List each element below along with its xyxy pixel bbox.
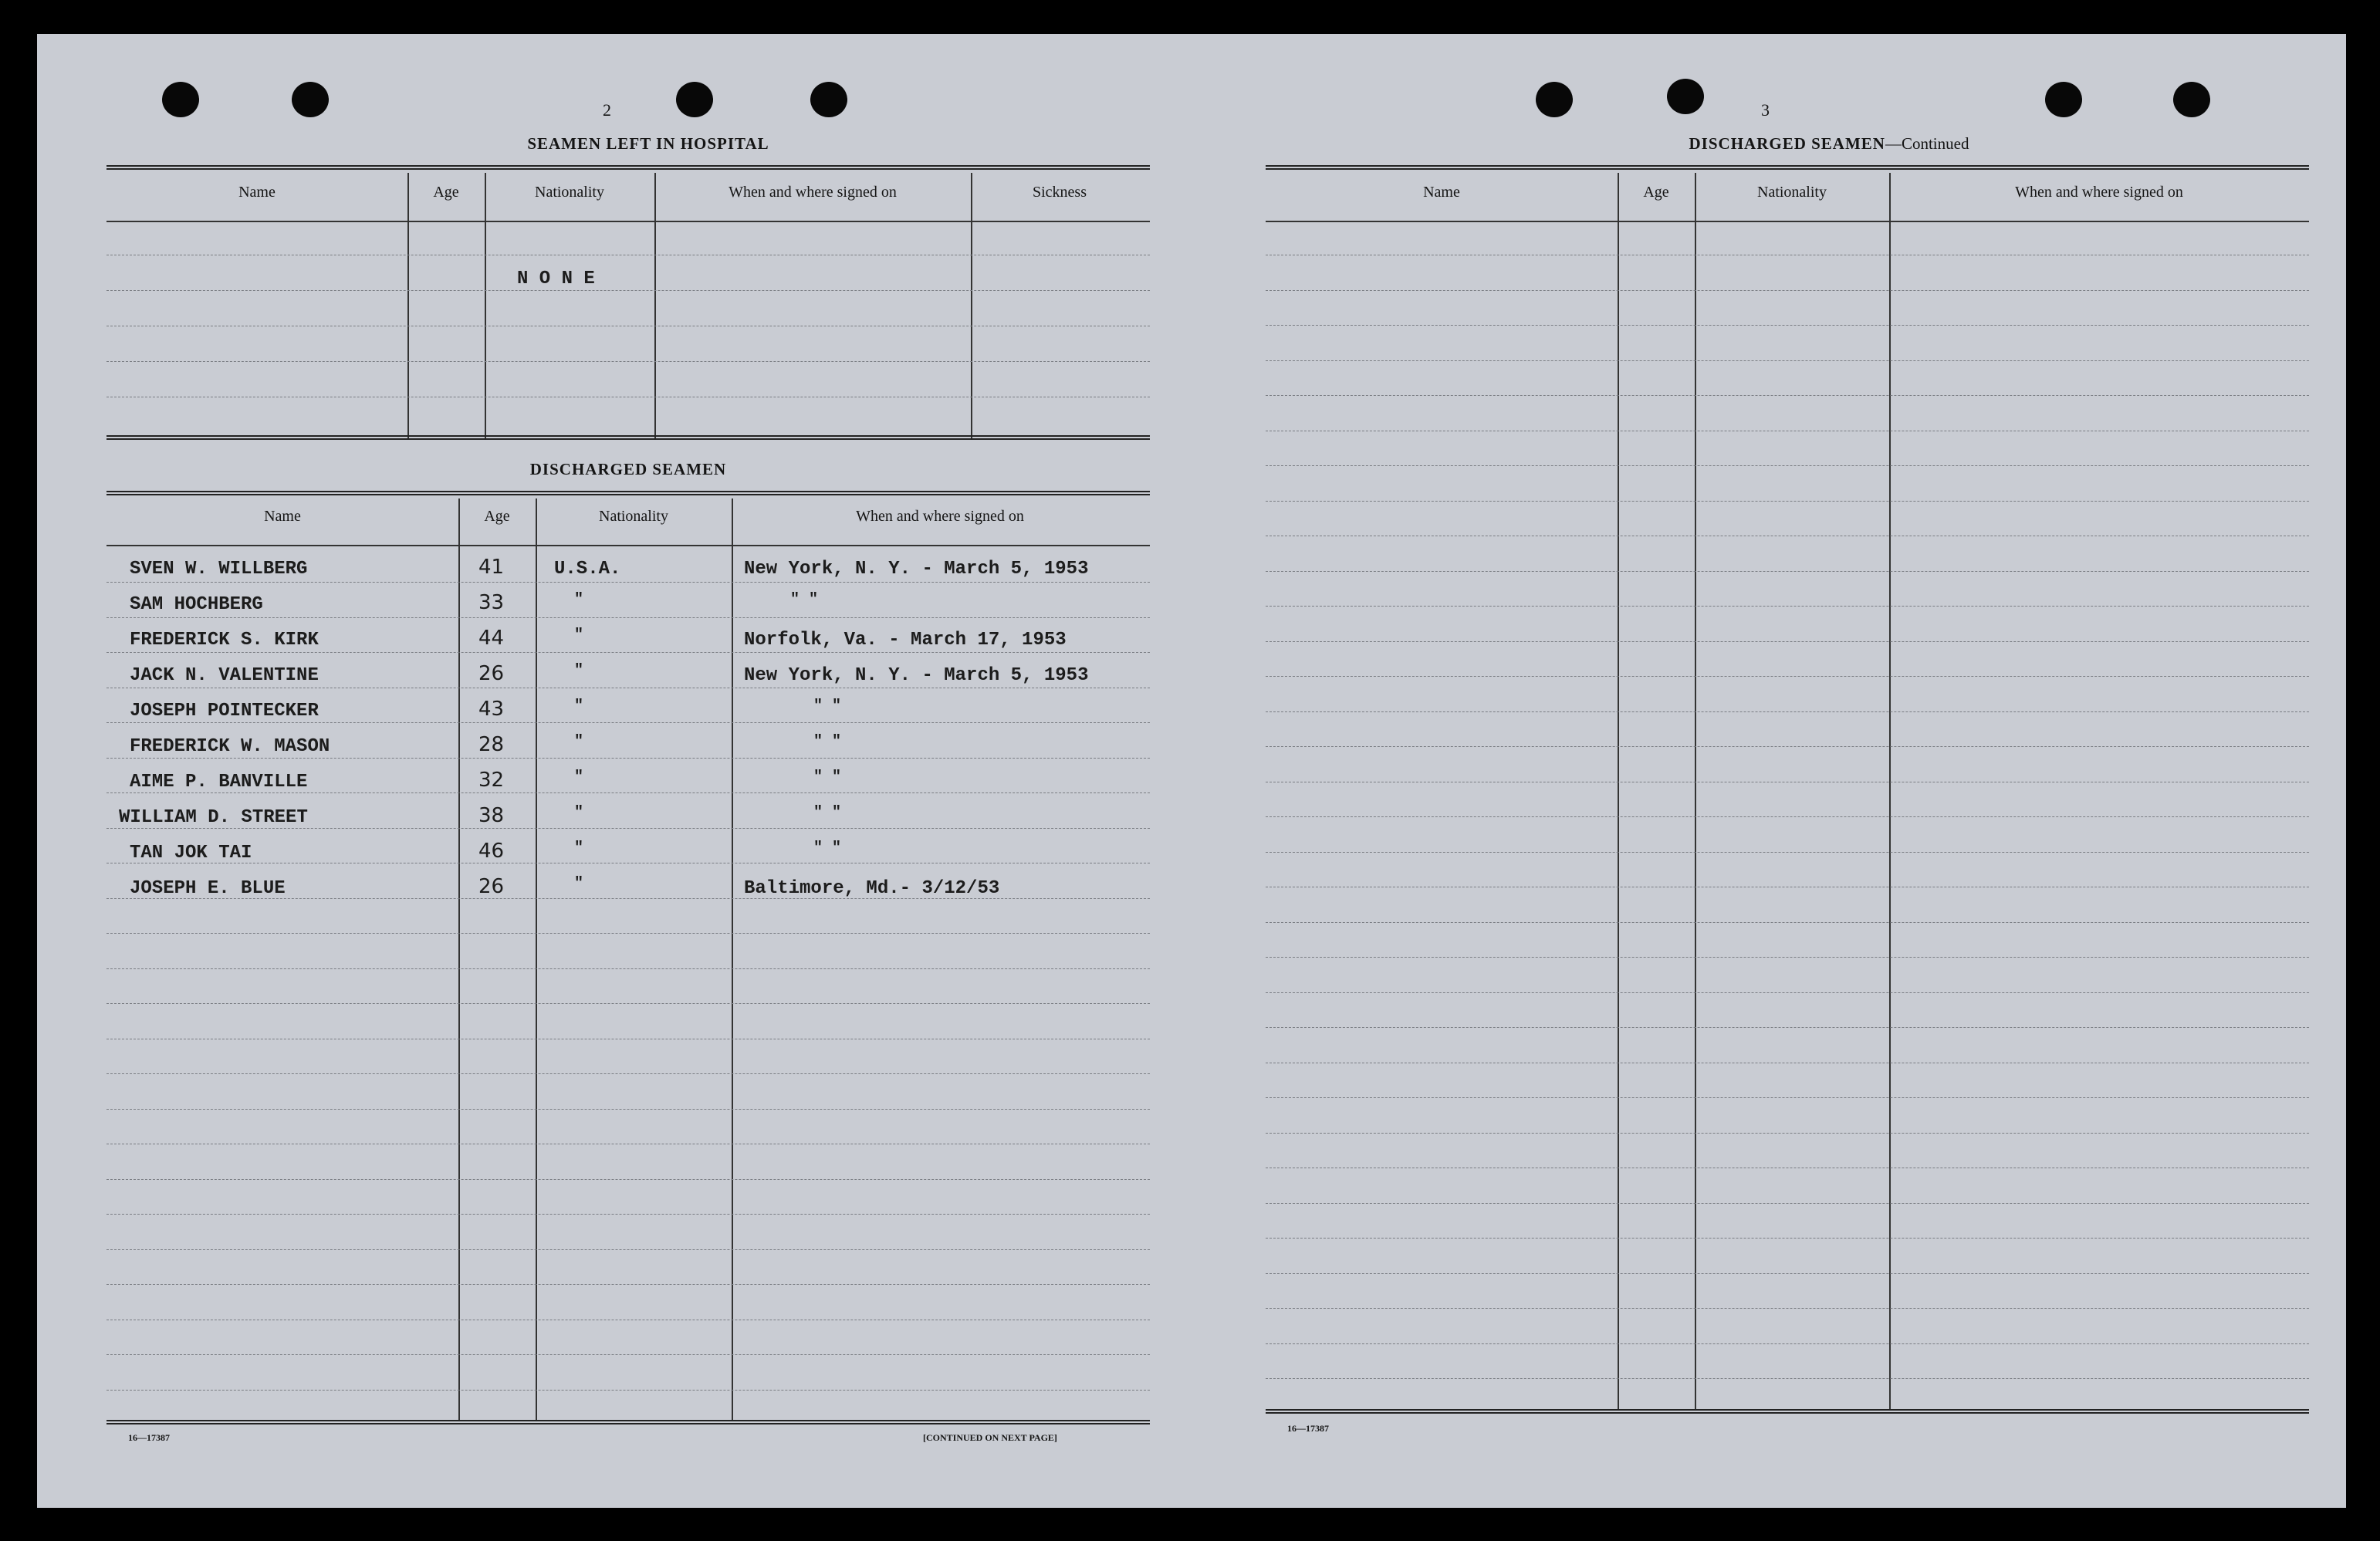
seaman-name: JACK N. VALENTINE [130,665,319,686]
table-row-line [106,361,1150,362]
col-header-age: Age [484,508,510,525]
punch-hole-icon [292,82,329,117]
table-row-line [106,1109,1150,1110]
seaman-age: 41 [478,556,505,579]
seaman-age: 44 [478,627,505,650]
col-header-sickness: Sickness [1033,184,1087,201]
hospital-section-title: SEAMEN LEFT IN HOSPITAL [527,134,769,153]
seaman-name: AIME P. BANVILLE [130,772,308,792]
seaman-signed-on: New York, N. Y. - March 5, 1953 [744,665,1089,686]
col-divider [732,498,733,1421]
table-row-line [106,582,1150,583]
col-header-nationality: Nationality [599,508,668,525]
table-row-line [106,652,1150,653]
col-header-name: Name [1423,184,1460,201]
seaman-age: 38 [478,804,505,827]
col-divider [1618,173,1619,1411]
seaman-age: 43 [478,698,505,721]
table-row-line [106,758,1150,759]
seaman-nationality: " [574,662,584,680]
punch-hole-icon [2173,82,2210,117]
seaman-signed-on: " " [813,804,842,822]
header-underline [106,545,1150,546]
punch-hole-icon [162,82,199,117]
col-divider [458,498,460,1421]
form-sheet [37,34,2346,1508]
table-row-line [1266,1027,2309,1028]
seaman-signed-on: Norfolk, Va. - March 17, 1953 [744,630,1067,651]
table-row-line [106,792,1150,793]
seaman-nationality: U.S.A. [554,559,621,580]
table-row-line [1266,641,2309,642]
seaman-nationality: " [574,627,584,644]
seaman-signed-on: Baltimore, Md.- 3/12/53 [744,878,1000,899]
table-row-line [1266,325,2309,326]
seaman-age: 46 [478,840,505,863]
table-row-line [106,722,1150,723]
col-divider [1889,173,1891,1411]
rule [106,491,1150,495]
table-row-line [106,617,1150,618]
table-row-line [1266,606,2309,607]
table-row-line [1266,1273,2309,1274]
table-row-line [1266,1378,2309,1379]
table-row-line [106,968,1150,969]
table-row-line [106,1249,1150,1250]
table-row-line [1266,360,2309,361]
table-row-line [1266,711,2309,712]
col-header-nationality: Nationality [535,184,604,201]
seaman-nationality: " [574,804,584,822]
seaman-name: TAN JOK TAI [130,843,252,863]
table-row-line [106,1073,1150,1074]
punch-hole-icon [1536,82,1573,117]
table-row-line [106,933,1150,934]
table-row-line [1266,1238,2309,1239]
table-row-line [1266,290,2309,291]
table-row-line [106,1003,1150,1004]
rule [1266,1409,2309,1414]
table-row-line [106,1284,1150,1285]
discharged-section-title: DISCHARGED SEAMEN [529,460,727,478]
seaman-name: JOSEPH E. BLUE [130,878,286,899]
col-divider [971,173,972,438]
table-row-line [106,290,1150,291]
seaman-signed-on: " " [813,840,842,857]
col-divider [1695,173,1696,1411]
table-row-line [1266,501,2309,502]
table-row-line [1266,1133,2309,1134]
seaman-name: JOSEPH POINTECKER [130,701,319,721]
seaman-name: FREDERICK W. MASON [130,736,330,757]
col-header-age: Age [1643,184,1669,201]
table-row-line [1266,571,2309,572]
seaman-age: 32 [478,769,505,792]
table-row-line [1266,746,2309,747]
seaman-age: 26 [478,875,505,898]
page-number: 2 [603,100,611,120]
table-row-line [1266,816,2309,817]
table-row-line [1266,1343,2309,1344]
col-header-name: Name [238,184,276,201]
seaman-name: SAM HOCHBERG [130,594,263,615]
seaman-signed-on: " " [813,769,842,786]
page-number: 3 [1761,100,1770,120]
table-row-line [1266,992,2309,993]
seaman-signed-on: New York, N. Y. - March 5, 1953 [744,559,1089,580]
col-header-signed-on: When and where signed on [729,184,897,201]
col-divider [485,173,486,438]
form-number: 16—17387 [128,1432,170,1443]
header-underline [106,221,1150,222]
table-row-line [1266,395,2309,396]
seaman-signed-on: " " [790,591,819,609]
rule [106,1420,1150,1424]
col-header-signed-on: When and where signed on [2015,184,2183,201]
punch-hole-icon [2045,82,2082,117]
form-number: 16—17387 [1287,1423,1329,1434]
title-main: DISCHARGED SEAMEN [1689,134,1885,153]
seaman-nationality: " [574,840,584,857]
title-suffix: —Continued [1885,134,1969,153]
table-row-line [106,828,1150,829]
seaman-nationality: " [574,875,584,893]
table-row-line [1266,676,2309,677]
discharged-continued-title [1289,134,2369,154]
table-row-line [106,1354,1150,1355]
continued-note: [CONTINUED ON NEXT PAGE] [923,1432,1057,1443]
rule [1266,165,2309,170]
col-divider [536,498,537,1421]
col-header-name: Name [264,508,301,525]
col-header-age: Age [433,184,459,201]
seaman-name: SVEN W. WILLBERG [130,559,308,580]
seaman-nationality: " [574,591,584,609]
punch-hole-icon [1667,79,1704,114]
seaman-age: 28 [478,733,505,756]
seaman-age: 33 [478,591,505,614]
table-row-line [1266,465,2309,466]
seaman-signed-on: " " [813,698,842,715]
table-row-line [106,1214,1150,1215]
table-row-line [1266,1203,2309,1204]
col-divider [407,173,409,438]
rule [106,435,1150,440]
seaman-age: 26 [478,662,505,685]
table-row-line [1266,852,2309,853]
col-header-signed-on: When and where signed on [856,508,1024,525]
col-header-nationality: Nationality [1757,184,1827,201]
seaman-nationality: " [574,698,584,715]
table-row-line [1266,1097,2309,1098]
table-row-line [1266,1308,2309,1309]
table-row-line [1266,957,2309,958]
table-row-line [106,1179,1150,1180]
col-divider [654,173,656,438]
seaman-name: FREDERICK S. KIRK [130,630,319,651]
seaman-nationality: " [574,733,584,751]
hospital-none-entry: N O N E [517,269,595,289]
rule [106,165,1150,170]
punch-hole-icon [676,82,713,117]
seaman-nationality: " [574,769,584,786]
table-row-line [106,1390,1150,1391]
header-underline [1266,221,2309,222]
seaman-signed-on: " " [813,733,842,751]
seaman-name: WILLIAM D. STREET [119,807,308,828]
punch-hole-icon [810,82,847,117]
table-row-line [1266,922,2309,923]
